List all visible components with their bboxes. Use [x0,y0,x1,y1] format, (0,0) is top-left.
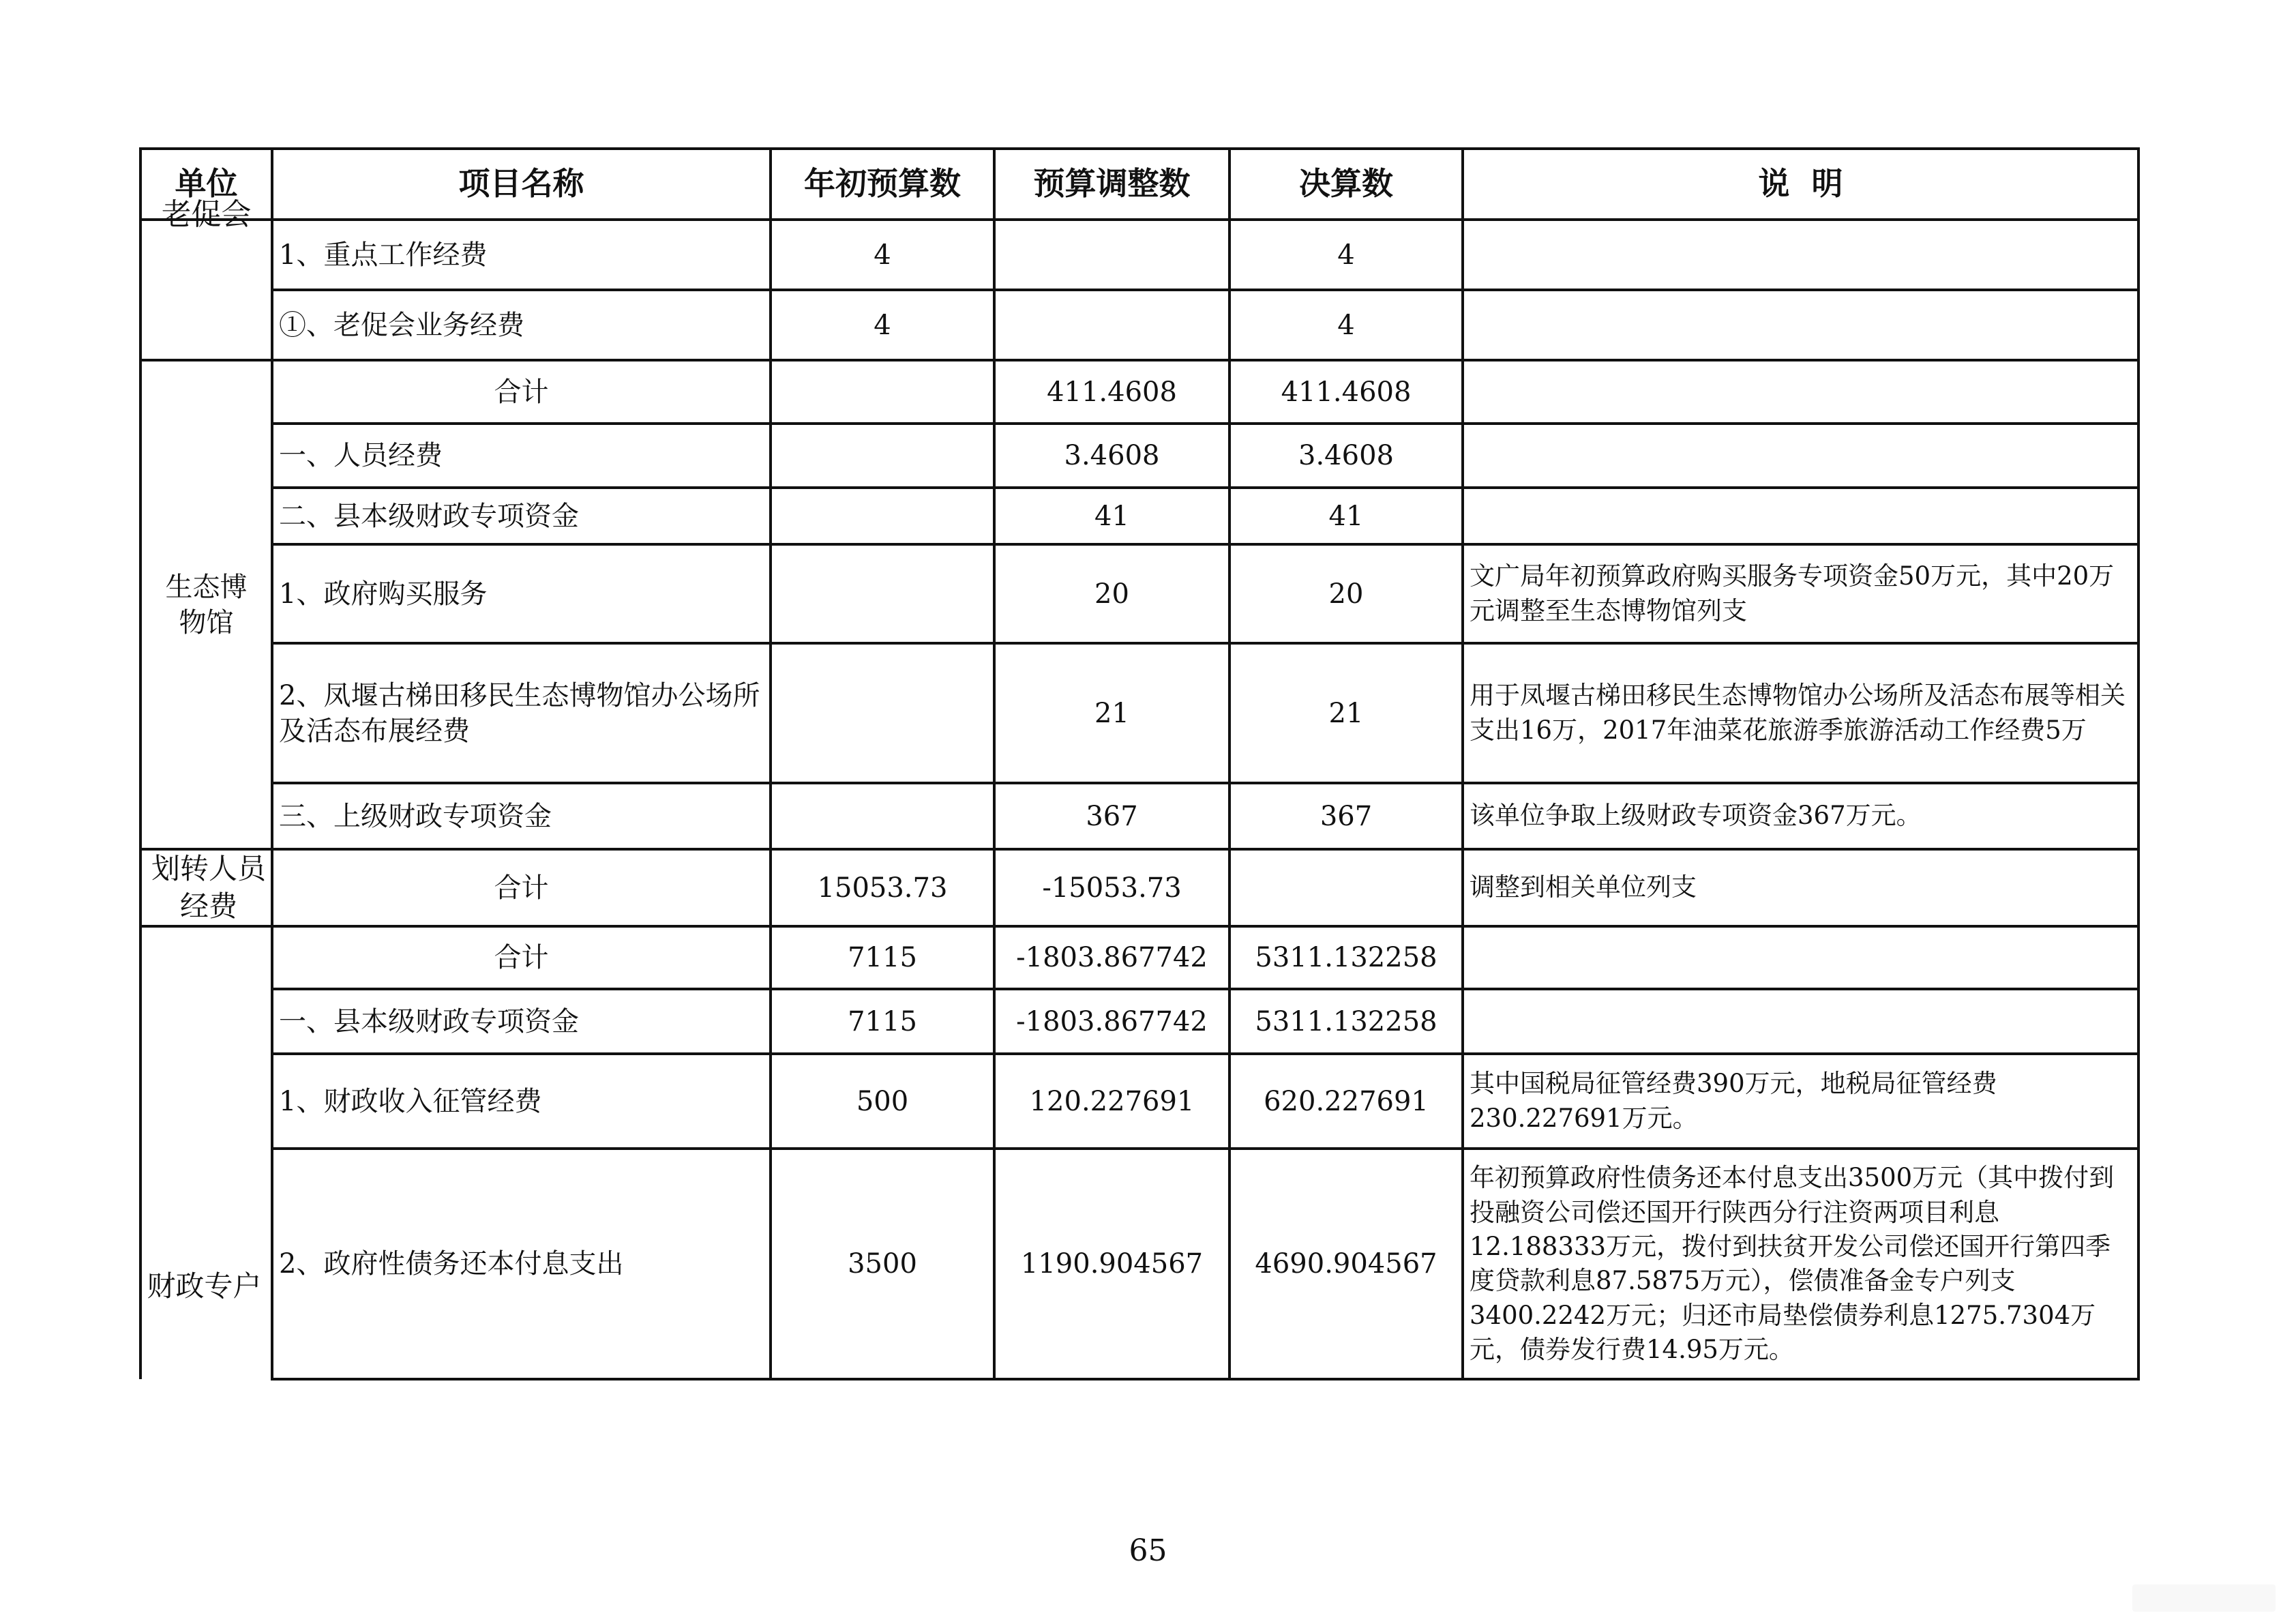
table-row [140,290,2138,360]
note: 调整到相关单位列支 [1463,849,2138,926]
adjustment: 120.227691 [994,1054,1229,1149]
unit-label: 生态博物馆 [165,571,248,638]
project-name: 1、政府购买服务 [272,544,771,643]
table-row [140,1054,2138,1149]
project-name: 合计 [272,360,771,424]
final-account: 367 [1229,783,1463,849]
project-name: 一、县本级财政专项资金 [272,989,771,1054]
table-row [140,849,2138,926]
final-account: 5311.132258 [1229,926,1463,989]
final-account: 21 [1229,643,1463,783]
note [1463,989,2138,1054]
header-final-account: 决算数 [1229,149,1463,220]
adjustment: 20 [994,544,1229,643]
note [1463,220,2138,290]
unit-cell-transfer [140,849,272,926]
table-row [140,424,2138,488]
final-account: 3.4608 [1229,424,1463,488]
header-row [140,149,2138,220]
final-account: 5311.132258 [1229,989,1463,1054]
initial-budget: 3500 [771,1149,994,1379]
table-row [140,544,2138,643]
header-project: 项目名称 [272,149,771,220]
adjustment: 411.4608 [994,360,1229,424]
table-row [140,926,2138,989]
initial-budget: 7115 [771,989,994,1054]
note [1463,424,2138,488]
unit-label: 老促会 [161,197,252,232]
project-name: 一、人员经费 [272,424,771,488]
initial-budget: 4 [771,220,994,290]
project-name: 二、县本级财政专项资金 [272,488,771,544]
adjustment [994,290,1229,360]
header-initial-budget: 年初预算数 [771,149,994,220]
unit-label: 划转人员经费 [151,852,266,923]
adjustment: -1803.867742 [994,989,1229,1054]
initial-budget [771,488,994,544]
adjustment: -15053.73 [994,849,1229,926]
table-row [140,488,2138,544]
project-name: 三、上级财政专项资金 [272,783,771,849]
note: 其中国税局征管经费390万元，地税局征管经费230.227691万元。 [1463,1054,2138,1149]
initial-budget: 4 [771,290,994,360]
final-account: 4690.904567 [1229,1149,1463,1379]
initial-budget [771,643,994,783]
adjustment: 3.4608 [994,424,1229,488]
adjustment: 1190.904567 [994,1149,1229,1379]
budget-table [139,147,2140,1381]
project-name: 2、政府性债务还本付息支出 [272,1149,771,1379]
note [1463,926,2138,989]
project-name: 2、凤堰古梯田移民生态博物馆办公场所及活态布展经费 [272,643,771,783]
adjustment: 367 [994,783,1229,849]
note [1463,488,2138,544]
final-account: 4 [1229,290,1463,360]
final-account [1229,849,1463,926]
note: 该单位争取上级财政专项资金367万元。 [1463,783,2138,849]
unit-cell-finance [140,926,272,1379]
project-name: 1、重点工作经费 [272,220,771,290]
table-row [140,783,2138,849]
note [1463,360,2138,424]
initial-budget [771,783,994,849]
final-account: 41 [1229,488,1463,544]
final-account: 620.227691 [1229,1054,1463,1149]
project-name: 1、财政收入征管经费 [272,1054,771,1149]
header-adjustment: 预算调整数 [994,149,1229,220]
note: 用于凤堰古梯田移民生态博物馆办公场所及活态布展等相关支出16万，2017年油菜花旅游季旅游活动工作经费5万 [1463,643,2138,783]
adjustment: 21 [994,643,1229,783]
initial-budget [771,424,994,488]
note [1463,290,2138,360]
adjustment: 41 [994,488,1229,544]
initial-budget [771,360,994,424]
table-row [140,220,2138,290]
note: 文广局年初预算政府购买服务专项资金50万元，其中20万元调整至生态博物馆列支 [1463,544,2138,643]
project-name: ①、老促会业务经费 [272,290,771,360]
final-account: 411.4608 [1229,360,1463,424]
note: 年初预算政府性债务还本付息支出3500万元（其中拨付到投融资公司偿还国开行陕西分行注资两项目利息12.188333万元，拨付到扶贫开发公司偿还国开行第四季度贷款利息87.5875万元），偿债准备金专户列支3400.2242万元；归还市局垫偿债券利息1275.7304万元，债券发行费14.95万元。 [1463,1149,2138,1379]
watermark [2132,1584,2276,1612]
final-account: 4 [1229,220,1463,290]
unit-label: 财政专户 [147,1269,262,1303]
project-name: 合计 [272,926,771,989]
adjustment: -1803.867742 [994,926,1229,989]
initial-budget: 7115 [771,926,994,989]
header-note: 说 明 [1463,149,2138,220]
unit-cell-laocuhui [140,197,272,360]
table-row [140,989,2138,1054]
initial-budget [771,544,994,643]
initial-budget: 500 [771,1054,994,1149]
unit-cell-museum [140,360,272,849]
project-name: 合计 [272,849,771,926]
table-row [140,1149,2138,1379]
adjustment [994,220,1229,290]
table-row [140,643,2138,783]
table-row [140,360,2138,424]
header-unit: 单位 [140,149,272,220]
final-account: 20 [1229,544,1463,643]
initial-budget: 15053.73 [771,849,994,926]
page-number: 65 [1129,1533,1167,1568]
